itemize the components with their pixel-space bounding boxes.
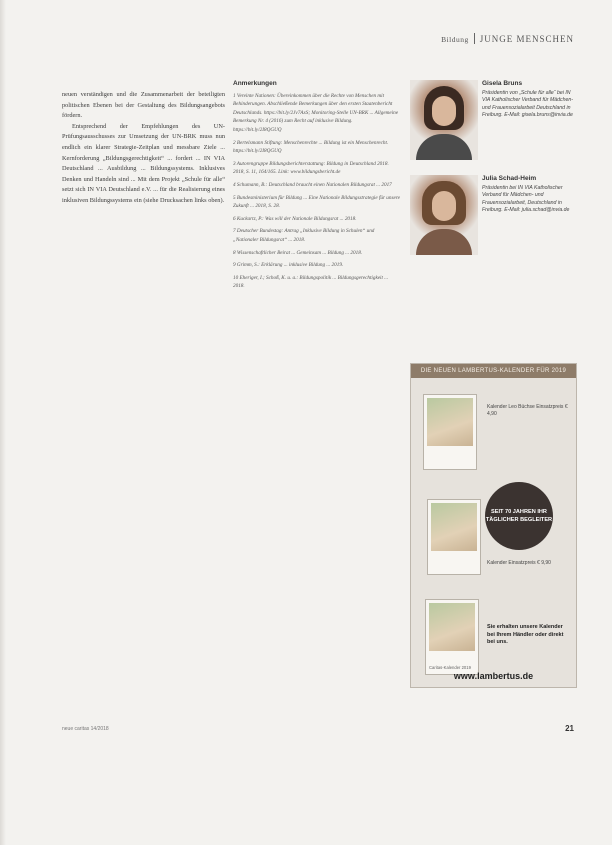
body-text-column	[62, 90, 225, 207]
note-item: 2 Bertelsmann Stiftung: Menschenrechte ... Bildung ist ein Menschenrecht. https://bit.ly/2I8QGUQ	[233, 139, 389, 155]
note-item: 7 Deutscher Bundestag: Antrag „Inklusive Bildung in Schulen“ und „Nationaler Bildungsrat“ ... 2018.	[233, 228, 375, 243]
author-photo	[410, 80, 478, 160]
note-item: 8 Wissenschaftlicher Beirat ... Gemeinsam ... Bildung ... 2018.	[233, 249, 363, 256]
page-header	[441, 33, 574, 44]
notes-column	[233, 80, 401, 295]
calendar-image	[423, 394, 477, 470]
ad-url-link[interactable]: www.lambertus.de	[453, 671, 534, 681]
ad-item-text: Kalender Einsatzpreis € 9,90	[487, 560, 551, 566]
section-title: JUNGE MENSCHEN	[479, 34, 574, 44]
scan-edge	[0, 0, 6, 845]
calendar-advertisement[interactable]	[410, 363, 577, 688]
footer-publication: neue caritas 14/2018	[62, 726, 109, 732]
author-name: Gisela Bruns	[482, 80, 523, 87]
author-bio: Präsidentin bei IN VIA Katholischer Verband für Mädchen- und Frauensozialarbeit, Deutschland in Freiburg. E-Mail: julia.schad@invia.de	[482, 184, 570, 214]
notes-title: Anmerkungen	[233, 80, 277, 87]
section-label: Bildung	[441, 35, 469, 44]
page-number: 21	[565, 724, 574, 733]
page-footer	[62, 726, 574, 732]
note-item: 5 Bundesministerium für Bildung ... Eine Nationale Bildungsstrategie für unsere Zukunft ... 2018, S. 28.	[233, 194, 400, 210]
author-boxes	[410, 80, 575, 270]
ad-banner: DIE NEUEN LAMBERTUS-KALENDER FÜR 2019	[411, 364, 576, 378]
header-divider	[474, 33, 475, 44]
calendar-caption: Caritas-Kalender 2019	[429, 665, 471, 670]
author-box-1	[410, 80, 575, 175]
author-box-2	[410, 175, 575, 270]
body-paragraph-1: neuen verständigen und die Zusammenarbeit der beteiligten politischen Ebenen bei der Gestaltung des Bildungsangebots fördern.	[62, 91, 225, 120]
body-paragraph-2: Entsprechend der Empfehlungen des UN-Prüfungsausschusses zur Umsetzung der UN-BRK muss nun endlich ein klarer Strategie-Zeitplan und messbare Ziele ... Kernforderung „Bildungsgerechtigkeit“ ... fordert ... IN VIA Deutschland ... Ausbildung ... Bildungssystems. Inklusives Denken und Handeln sind ... Mit dem Projekt „Schule für alle“ setzt sich IN VIA Deutschland e.V. ... für die Realisierung eines inklusiven Bildungssystems ein (siehe Drucksachen links oben).	[62, 122, 225, 204]
author-name: Julia Schad-Heim	[482, 175, 537, 182]
note-item: 10 Eheriger, I.; Schoß, K. u. a.: Bildungspolitik ... Bildungsgerechtigkeit ... 2018.	[233, 274, 389, 290]
note-item: 1 Vereinte Nationen: Übereinkommen über die Rechte von Menschen mit Behinderungen. Abschließende Bemerkungen über den ersten Staatenbericht Deutschlands. https://bit.ly/2Jv7AxS; Monitoring-Stelle UN-BRK ... Allgemeine Bemerkung Nr. 4 (2016) zum Recht auf inklusive Bildung. https://bit.ly/2I8QGUQ	[233, 92, 399, 133]
calendar-image	[425, 599, 479, 675]
author-bio: Präsidentin von „Schule für alle“ bei IN VIA Katholischer Verband für Mädchen- und Frauensozialarbeit Deutschland in Freiburg. E-Mail: gisela.bruns@invia.de	[482, 89, 574, 119]
note-item: 6 Kuckartz, P.: Was will der Nationale Bildungsrat ... 2018.	[233, 215, 357, 222]
note-item: 3 Autorengruppe Bildungsberichterstattung: Bildung in Deutschland 2018. 2018, S. 11, 164/165. Link: www.bildungsbericht.de	[233, 160, 389, 176]
ad-item-text: Kalender Leo Büchse Einsatzpreis € 4,90	[487, 404, 568, 417]
ad-order-text: Sie erhalten unsere Kalender bei Ihrem Händler oder direkt bei uns.	[487, 624, 564, 646]
anniversary-badge: SEIT 70 JAHREN IHR TÄGLICHER BEGLEITER	[485, 482, 553, 550]
author-photo	[410, 175, 478, 255]
calendar-image	[427, 499, 481, 575]
note-item: 4 Schumann, B.: Deutschland braucht einen Nationalen Bildungsrat ... 2017	[233, 181, 392, 188]
note-item: 9 Grimm, S.: Erklärung ... inklusive Bildung ... 2019.	[233, 262, 344, 269]
